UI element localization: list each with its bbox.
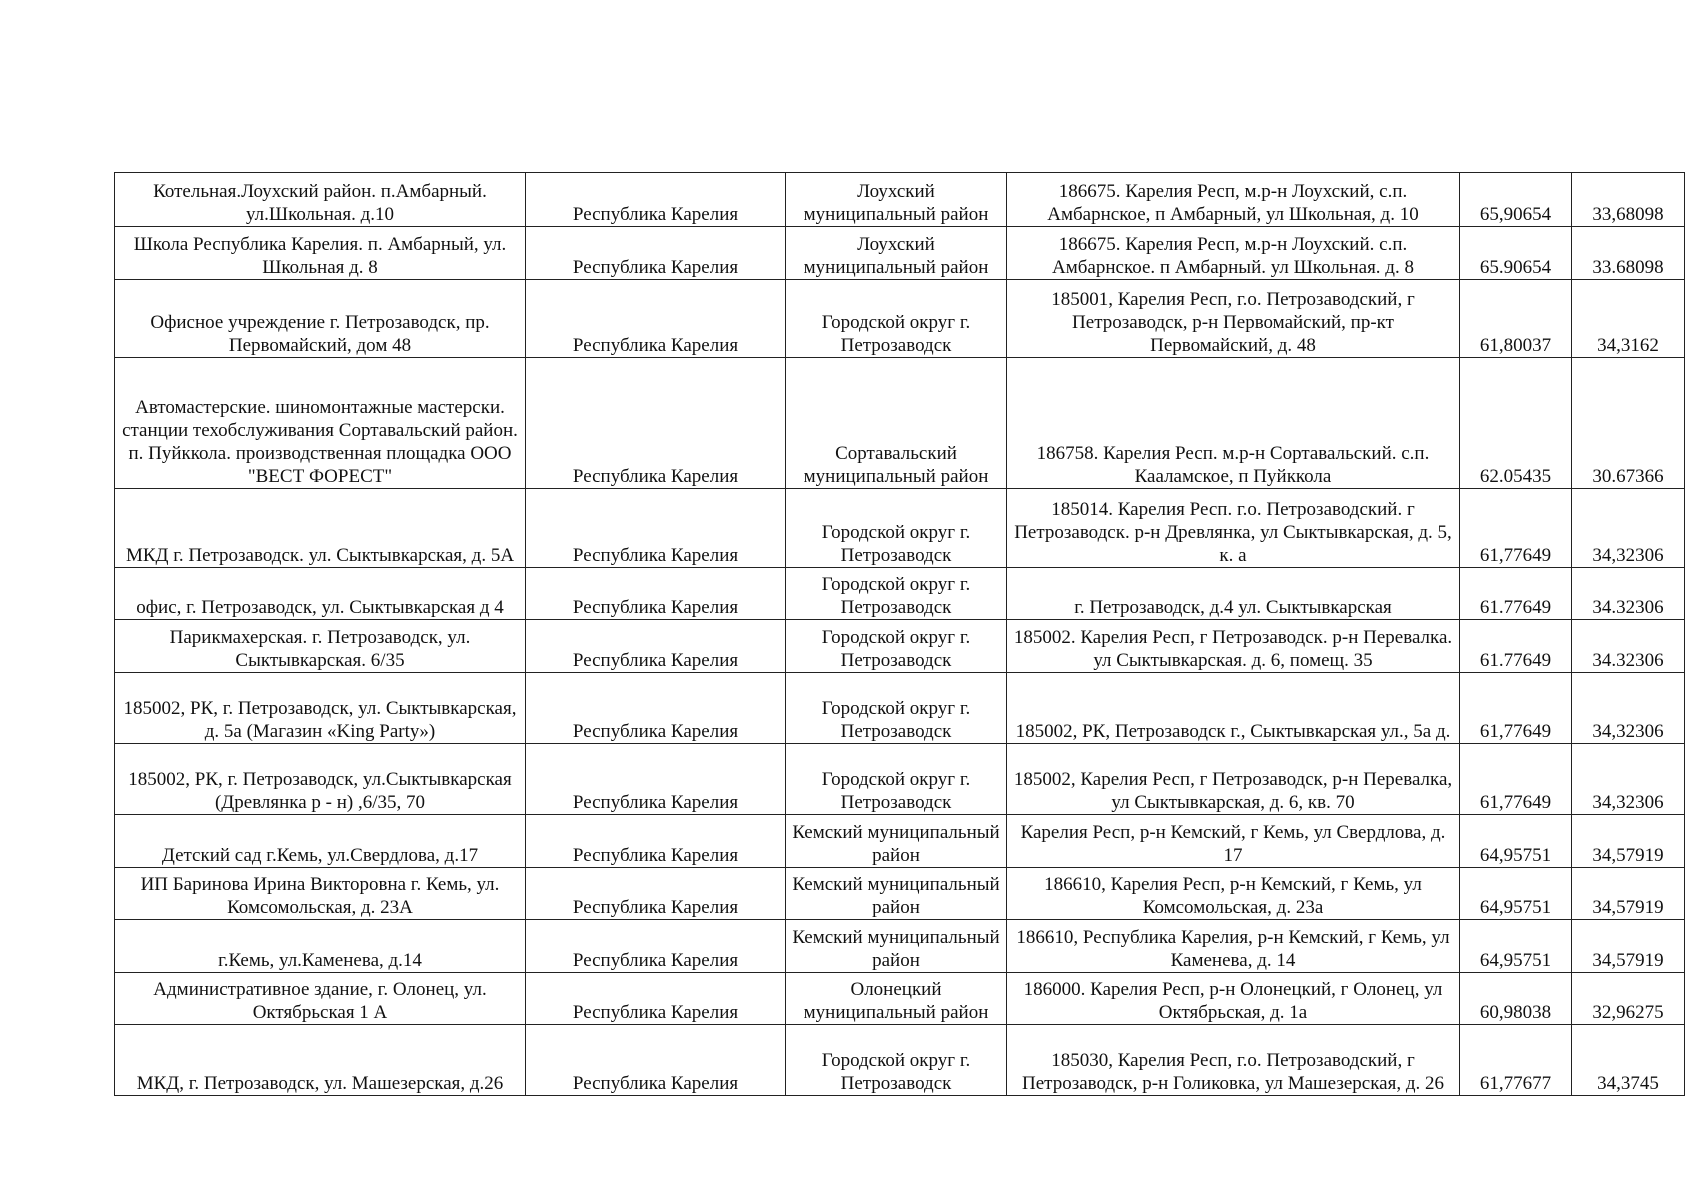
object-name-cell: ИП Баринова Ирина Викторовна г. Кемь, ул. Комсомольская, д. 23А bbox=[115, 868, 526, 920]
region-cell: Республика Карелия bbox=[526, 744, 786, 815]
latitude-cell: 61,77649 bbox=[1460, 744, 1572, 815]
region-cell: Республика Карелия bbox=[526, 173, 786, 227]
address-cell: 185014. Карелия Респ. г.о. Петрозаводский. г Петрозаводск. р-н Древлянка, ул Сыктывкарская, д. 5, к. а bbox=[1007, 489, 1460, 568]
table-row bbox=[115, 568, 1685, 620]
address-cell: Карелия Респ, р-н Кемский, г Кемь, ул Свердлова, д. 17 bbox=[1007, 815, 1460, 868]
table-row bbox=[115, 920, 1685, 973]
region-cell: Республика Карелия bbox=[526, 815, 786, 868]
longitude-cell: 33.68098 bbox=[1572, 227, 1685, 280]
object-name-cell: Школа Республика Карелия. п. Амбарный, ул. Школьная д. 8 bbox=[115, 227, 526, 280]
district-cell: Городской округ г. Петрозаводск bbox=[786, 568, 1007, 620]
longitude-cell: 34,32306 bbox=[1572, 489, 1685, 568]
latitude-cell: 61.77649 bbox=[1460, 568, 1572, 620]
latitude-cell: 60,98038 bbox=[1460, 973, 1572, 1025]
district-cell: Городской округ г. Петрозаводск bbox=[786, 280, 1007, 358]
region-cell: Республика Карелия bbox=[526, 227, 786, 280]
latitude-cell: 64,95751 bbox=[1460, 815, 1572, 868]
region-cell: Республика Карелия bbox=[526, 358, 786, 489]
latitude-cell: 61,77649 bbox=[1460, 673, 1572, 744]
region-cell: Республика Карелия bbox=[526, 673, 786, 744]
region-cell: Республика Карелия bbox=[526, 620, 786, 673]
longitude-cell: 33,68098 bbox=[1572, 173, 1685, 227]
latitude-cell: 62.05435 bbox=[1460, 358, 1572, 489]
address-cell: 185001, Карелия Респ, г.о. Петрозаводский, г Петрозаводск, р-н Первомайский, пр-кт Первомайский, д. 48 bbox=[1007, 280, 1460, 358]
table-row bbox=[115, 1025, 1685, 1096]
objects-table bbox=[114, 172, 1685, 1096]
table-row bbox=[115, 358, 1685, 489]
district-cell: Городской округ г. Петрозаводск bbox=[786, 1025, 1007, 1096]
object-name-cell: Парикмахерская. г. Петрозаводск, ул. Сыктывкарская. 6/35 bbox=[115, 620, 526, 673]
address-cell: 186675. Карелия Респ, м.р-н Лоухский. с.п. Амбарнское. п Амбарный. ул Школьная. д. 8 bbox=[1007, 227, 1460, 280]
table-row bbox=[115, 744, 1685, 815]
latitude-cell: 61,80037 bbox=[1460, 280, 1572, 358]
district-cell: Городской округ г. Петрозаводск bbox=[786, 489, 1007, 568]
longitude-cell: 34,32306 bbox=[1572, 673, 1685, 744]
object-name-cell: Административное здание, г. Олонец, ул. Октябрьская 1 А bbox=[115, 973, 526, 1025]
table-body bbox=[115, 173, 1685, 1096]
district-cell: Лоухский муниципальный район bbox=[786, 173, 1007, 227]
longitude-cell: 34,3745 bbox=[1572, 1025, 1685, 1096]
address-cell: 185002, РК, Петрозаводск г., Сыктывкарская ул., 5а д. bbox=[1007, 673, 1460, 744]
longitude-cell: 34.32306 bbox=[1572, 568, 1685, 620]
table-row bbox=[115, 489, 1685, 568]
address-cell: 186000. Карелия Респ, р-н Олонецкий, г Олонец, ул Октябрьская, д. 1а bbox=[1007, 973, 1460, 1025]
region-cell: Республика Карелия bbox=[526, 973, 786, 1025]
object-name-cell: 185002, РК, г. Петрозаводск, ул.Сыктывкарская (Древлянка р - н) ,6/35, 70 bbox=[115, 744, 526, 815]
region-cell: Республика Карелия bbox=[526, 568, 786, 620]
longitude-cell: 34,57919 bbox=[1572, 815, 1685, 868]
address-cell: 186675. Карелия Респ, м.р-н Лоухский, с.п. Амбарнское, п Амбарный, ул Школьная, д. 10 bbox=[1007, 173, 1460, 227]
table-row bbox=[115, 173, 1685, 227]
latitude-cell: 61.77649 bbox=[1460, 620, 1572, 673]
district-cell: Лоухский муниципальный район bbox=[786, 227, 1007, 280]
object-name-cell: МКД, г. Петрозаводск, ул. Машезерская, д.26 bbox=[115, 1025, 526, 1096]
address-cell: 185030, Карелия Респ, г.о. Петрозаводский, г Петрозаводск, р-н Голиковка, ул Машезерская, д. 26 bbox=[1007, 1025, 1460, 1096]
latitude-cell: 64,95751 bbox=[1460, 920, 1572, 973]
district-cell: Кемский муниципальный район bbox=[786, 868, 1007, 920]
longitude-cell: 32,96275 bbox=[1572, 973, 1685, 1025]
object-name-cell: Офисное учреждение г. Петрозаводск, пр. Первомайский, дом 48 bbox=[115, 280, 526, 358]
longitude-cell: 34,32306 bbox=[1572, 744, 1685, 815]
object-name-cell: Автомастерские. шиномонтажные мастерски. станции техобслуживания Сортавальский район. п. Пуйккола. производственная площадка ООО "ВЕСТ ФОРЕСТ" bbox=[115, 358, 526, 489]
object-name-cell: 185002, РК, г. Петрозаводск, ул. Сыктывкарская, д. 5а (Магазин «King Party») bbox=[115, 673, 526, 744]
latitude-cell: 61,77677 bbox=[1460, 1025, 1572, 1096]
object-name-cell: Котельная.Лоухский район. п.Амбарный. ул.Школьная. д.10 bbox=[115, 173, 526, 227]
latitude-cell: 64,95751 bbox=[1460, 868, 1572, 920]
table-row bbox=[115, 815, 1685, 868]
object-name-cell: МКД г. Петрозаводск. ул. Сыктывкарская, д. 5А bbox=[115, 489, 526, 568]
region-cell: Республика Карелия bbox=[526, 280, 786, 358]
district-cell: Городской округ г. Петрозаводск bbox=[786, 744, 1007, 815]
longitude-cell: 34.32306 bbox=[1572, 620, 1685, 673]
latitude-cell: 61,77649 bbox=[1460, 489, 1572, 568]
region-cell: Республика Карелия bbox=[526, 1025, 786, 1096]
table-row bbox=[115, 620, 1685, 673]
address-cell: 186758. Карелия Респ. м.р-н Сортавальский. с.п. Кааламское, п Пуйккола bbox=[1007, 358, 1460, 489]
district-cell: Сортавальский муниципальный район bbox=[786, 358, 1007, 489]
district-cell: Кемский муниципальный район bbox=[786, 815, 1007, 868]
district-cell: Олонецкий муниципальный район bbox=[786, 973, 1007, 1025]
table-row bbox=[115, 227, 1685, 280]
table-row bbox=[115, 973, 1685, 1025]
table-row bbox=[115, 280, 1685, 358]
address-cell: 186610, Карелия Респ, р-н Кемский, г Кемь, ул Комсомольская, д. 23а bbox=[1007, 868, 1460, 920]
address-cell: 186610, Республика Карелия, р-н Кемский, г Кемь, ул Каменева, д. 14 bbox=[1007, 920, 1460, 973]
longitude-cell: 34,57919 bbox=[1572, 868, 1685, 920]
district-cell: Городской округ г. Петрозаводск bbox=[786, 673, 1007, 744]
object-name-cell: г.Кемь, ул.Каменева, д.14 bbox=[115, 920, 526, 973]
district-cell: Городской округ г. Петрозаводск bbox=[786, 620, 1007, 673]
region-cell: Республика Карелия bbox=[526, 489, 786, 568]
latitude-cell: 65,90654 bbox=[1460, 173, 1572, 227]
address-cell: 185002. Карелия Респ, г Петрозаводск. р-н Перевалка. ул Сыктывкарская. д. 6, помещ. 35 bbox=[1007, 620, 1460, 673]
longitude-cell: 34,3162 bbox=[1572, 280, 1685, 358]
district-cell: Кемский муниципальный район bbox=[786, 920, 1007, 973]
longitude-cell: 30.67366 bbox=[1572, 358, 1685, 489]
region-cell: Республика Карелия bbox=[526, 868, 786, 920]
address-cell: 185002, Карелия Респ, г Петрозаводск, р-н Перевалка, ул Сыктывкарская, д. 6, кв. 70 bbox=[1007, 744, 1460, 815]
table-row bbox=[115, 868, 1685, 920]
object-name-cell: Детский сад г.Кемь, ул.Свердлова, д.17 bbox=[115, 815, 526, 868]
latitude-cell: 65.90654 bbox=[1460, 227, 1572, 280]
longitude-cell: 34,57919 bbox=[1572, 920, 1685, 973]
table-row bbox=[115, 673, 1685, 744]
address-cell: г. Петрозаводск, д.4 ул. Сыктывкарская bbox=[1007, 568, 1460, 620]
region-cell: Республика Карелия bbox=[526, 920, 786, 973]
object-name-cell: офис, г. Петрозаводск, ул. Сыктывкарская д 4 bbox=[115, 568, 526, 620]
